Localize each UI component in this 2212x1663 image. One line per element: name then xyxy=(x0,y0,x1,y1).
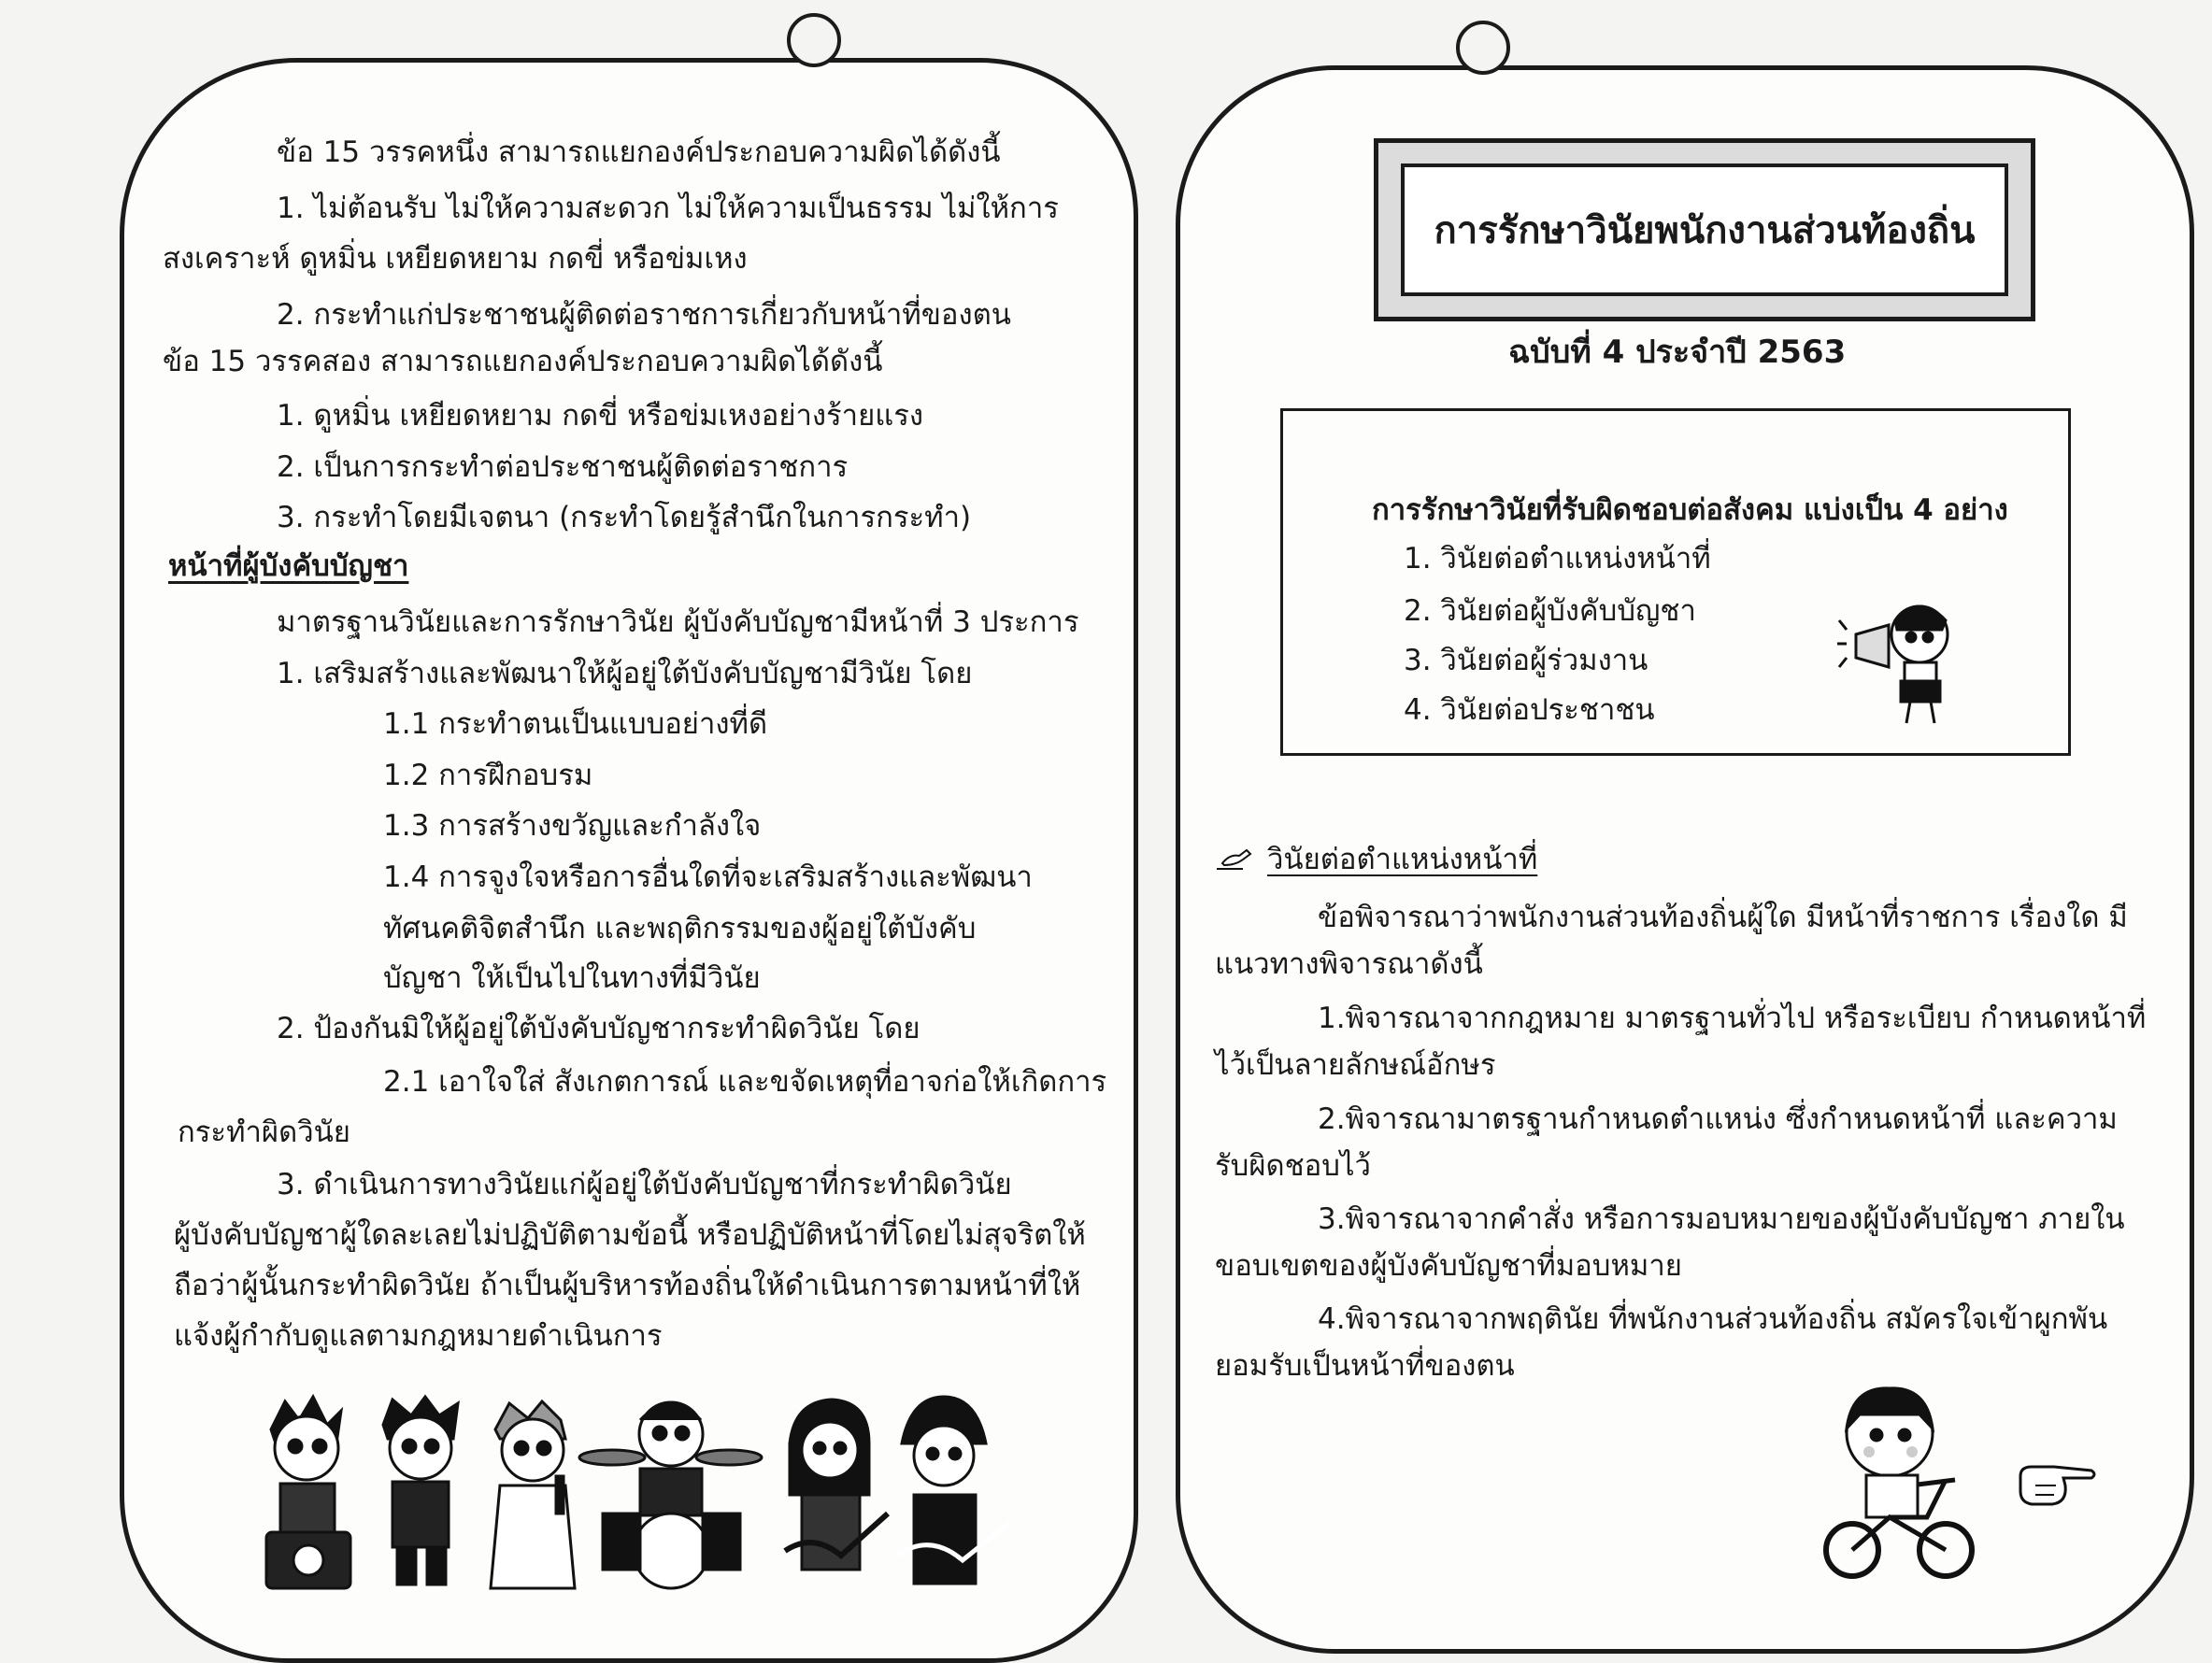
right-line-2: แนวทางพิจารณาดังนี้ xyxy=(1215,947,1483,981)
right-line-9: 4.พิจารณาจากพฤตินัย ที่พนักงานส่วนท้องถิ่น สมัครใจเข้าผูกพัน xyxy=(1318,1302,2108,1336)
right-line-6: รับผิดชอบไว้ xyxy=(1215,1149,1371,1183)
left-line-1: ข้อ 15 วรรคหนึ่ง สามารถแยกองค์ประกอบความผิดได้ดังนี้ xyxy=(277,135,1001,169)
right-line-3: 1.พิจารณาจากกฎหมาย มาตรฐานทั่วไป หรือระเบียบ กำหนดหน้าที่ xyxy=(1318,1002,2147,1035)
punch-hole-left xyxy=(787,13,841,67)
cartoon-dj xyxy=(266,1397,350,1588)
left-line-6: 1. ดูหมิ่น เหยียดหยาม กดขี่ หรือข่มเหงอย่างร้ายแรง xyxy=(277,399,924,433)
left-section-heading: หน้าที่ผู้บังคับบัญชา xyxy=(168,549,409,583)
left-line-7: 2. เป็นการกระทำต่อประชาชนผู้ติดต่อราชการ xyxy=(277,450,849,484)
summary-heading: การรักษาวินัยที่รับผิดชอบต่อสังคม แบ่งเป็น 4 อย่าง xyxy=(1372,493,2008,527)
cartoon-bassist xyxy=(897,1397,1009,1584)
section-heading: วินัยต่อตำแหน่งหน้าที่ xyxy=(1267,843,1538,876)
left-line-19: 2.1 เอาใจใส่ สังเกตการณ์ และขจัดเหตุที่อาจก่อให้เกิดการ xyxy=(383,1065,1107,1099)
right-line-8: ขอบเขตของผู้บังคับบัญชาที่มอบหมาย xyxy=(1215,1249,1682,1283)
right-line-1: ข้อพิจารณาว่าพนักงานส่วนท้องถิ่นผู้ใด มีหน้าที่ราชการ เรื่องใด มี xyxy=(1318,901,2128,934)
left-line-17: บัญชา ให้เป็นไปในทางที่มีวินัย xyxy=(383,961,761,995)
left-line-21: 3. ดำเนินการทางวินัยแก่ผู้อยู่ใต้บังคับบัญชาที่กระทำผิดวินัย xyxy=(277,1168,1012,1201)
left-line-10: มาตรฐานวินัยและการรักษาวินัย ผู้บังคับบัญชามีหน้าที่ 3 ประการ xyxy=(277,605,1079,639)
page-title: การรักษาวินัยพนักงานส่วนท้องถิ่น xyxy=(1401,163,2008,296)
cartoon-singer xyxy=(383,1397,458,1585)
summary-item-2: 2. วินัยต่อผู้บังคับบัญชา xyxy=(1404,594,1696,628)
edition-line: ฉบับที่ 4 ประจำปี 2563 xyxy=(1508,334,1847,371)
punch-hole-right xyxy=(1456,21,1510,75)
left-line-13: 1.2 การฝึกอบรม xyxy=(383,759,593,792)
right-line-5: 2.พิจารณามาตรฐานกำหนดตำแหน่ง ซึ่งกำหนดหน้าที่ และความ xyxy=(1318,1102,2118,1136)
left-line-24: แจ้งผู้กำกับดูแลตามกฎหมายดำเนินการ xyxy=(174,1319,663,1353)
right-line-7: 3.พิจารณาจากคำสั่ง หรือการมอบหมายของผู้บังคับบัญชา ภายใน xyxy=(1318,1202,2125,1236)
right-line-10: ยอมรับเป็นหน้าที่ของตน xyxy=(1215,1349,1515,1383)
left-line-15: 1.4 การจูงใจหรือการอื่นใดที่จะเสริมสร้างและพัฒนา xyxy=(383,860,1033,894)
cartoon-singer-mic xyxy=(491,1401,575,1588)
left-line-20: กระทำผิดวินัย xyxy=(178,1116,350,1149)
left-line-5: ข้อ 15 วรรคสอง สามารถแยกองค์ประกอบความผิดได้ดังนี้ xyxy=(163,345,883,378)
writing-hand-icon xyxy=(1215,846,1252,874)
left-line-4: 2. กระทำแก่ประชาชนผู้ติดต่อราชการเกี่ยวกับหน้าที่ของตน xyxy=(277,298,1011,332)
cartoon-girl-bicycle xyxy=(1815,1377,1983,1583)
summary-item-3: 3. วินัยต่อผู้ร่วมงาน xyxy=(1404,644,1648,677)
left-line-18: 2. ป้องกันมิให้ผู้อยู่ใต้บังคับบัญชากระทำผิดวินัย โดย xyxy=(277,1012,920,1045)
left-line-12: 1.1 กระทำตนเป็นแบบอย่างที่ดี xyxy=(383,707,768,741)
left-line-16: ทัศนคติจิตสำนึก และพฤติกรรมของผู้อยู่ใต้บังคับ xyxy=(383,912,977,945)
left-line-11: 1. เสริมสร้างและพัฒนาให้ผู้อยู่ใต้บังคับบัญชามีวินัย โดย xyxy=(277,657,973,690)
cartoon-drummer xyxy=(579,1402,762,1588)
left-line-3: สงเคราะห์ ดูหมิ่น เหยียดหยาม กดขี่ หรือข่มเหง xyxy=(163,242,748,276)
summary-item-1: 1. วินัยต่อตำแหน่งหน้าที่ xyxy=(1404,542,1711,576)
left-line-23: ถือว่าผู้นั้นกระทำผิดวินัย ถ้าเป็นผู้บริหารท้องถิ่นให้ดำเนินการตามหน้าที่ให้ xyxy=(174,1269,1081,1302)
left-line-2: 1. ไม่ต้อนรับ ไม่ให้ความสะดวก ไม่ให้ความเป็นธรรม ไม่ให้การ xyxy=(277,192,1059,225)
summary-item-4: 4. วินัยต่อประชาชน xyxy=(1404,693,1655,727)
cartoon-megaphone-girl xyxy=(1837,592,1977,732)
right-line-4: ไว้เป็นลายลักษณ์อักษร xyxy=(1215,1048,1496,1082)
left-line-22: ผู้บังคับบัญชาผู้ใดละเลยไม่ปฏิบัติตามข้อนี้ หรือปฏิบัติหน้าที่โดยไม่สุจริตให้ xyxy=(174,1218,1086,1252)
pointing-hand-icon xyxy=(2017,1457,2101,1514)
left-line-14: 1.3 การสร้างขวัญและกำลังใจ xyxy=(383,809,762,843)
title-box xyxy=(1374,138,2035,321)
band-illustration xyxy=(252,1392,1019,1607)
left-line-8: 3. กระทำโดยมีเจตนา (กระทำโดยรู้สำนึกในการกระทำ) xyxy=(277,501,972,534)
cartoon-guitarist xyxy=(785,1400,888,1570)
